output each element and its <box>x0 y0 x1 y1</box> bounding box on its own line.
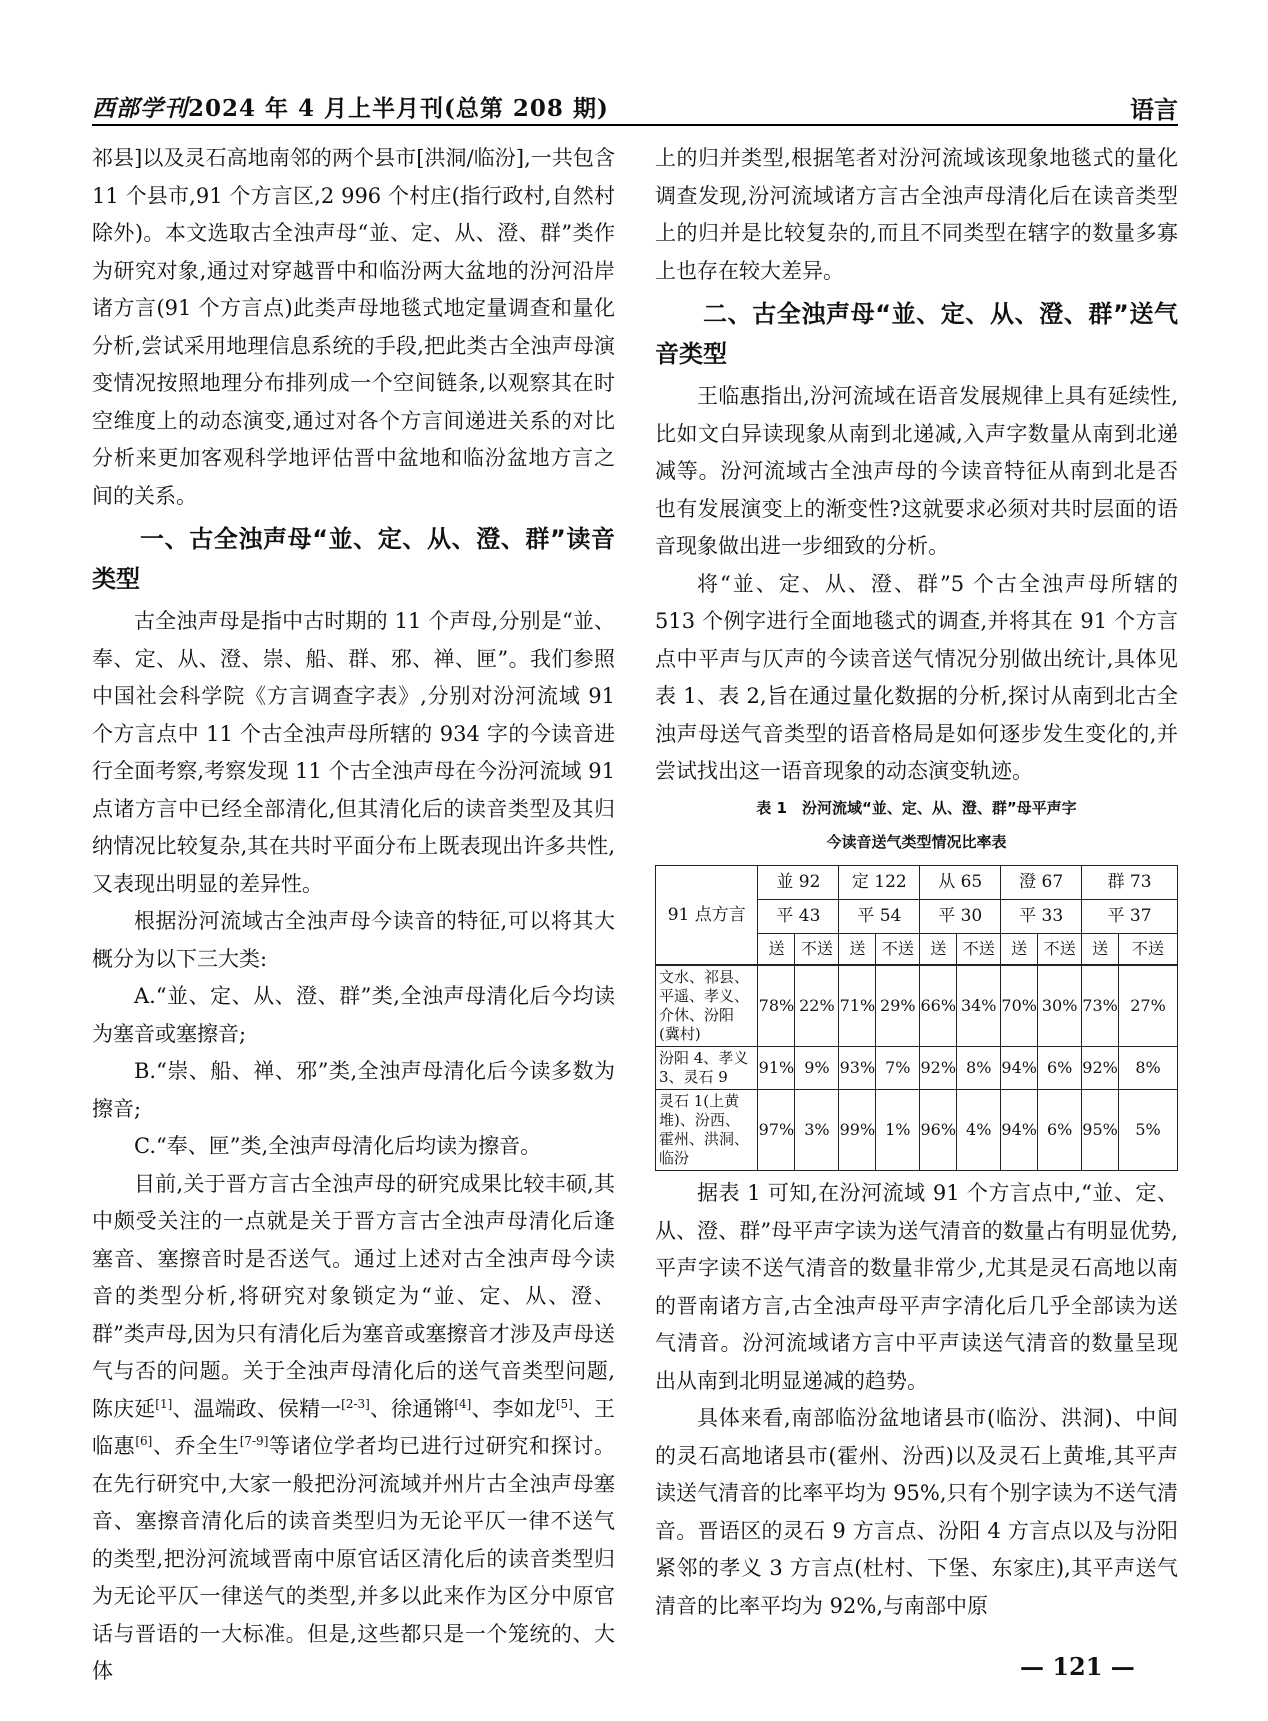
table-header-cell: 平 54 <box>839 899 920 933</box>
page-header <box>92 88 1178 128</box>
table-header-cell: 送 <box>1082 933 1119 965</box>
table-cell: 71% <box>839 965 876 1047</box>
table-cell: 30% <box>1038 965 1082 1047</box>
right-paragraph-2: 王临惠指出,汾河流域在语音发展规律上具有延续性,比如文白异读现象从南到北递减,入声字数量从南到北递减等。汾河流域古全浊声母的今读音特征从南到北是否也有发展演变上的渐变性?这就要求必须对共时层面的语音现象做出进一步细致的分析。 <box>655 384 1178 558</box>
table-cell: 7% <box>876 1047 920 1090</box>
text-run: 、乔全生 <box>152 1434 240 1458</box>
table-cell: 91% <box>758 1047 795 1090</box>
table-header-cell: 不送 <box>1038 933 1082 965</box>
table-header-cell: 不送 <box>795 933 839 965</box>
table-cell: 6% <box>1038 1090 1082 1171</box>
table-cell: 8% <box>957 1047 1001 1090</box>
table-row <box>656 1047 1178 1090</box>
table-cell: 73% <box>1082 965 1119 1047</box>
table-cell: 94% <box>1001 1047 1038 1090</box>
table-cell: 96% <box>920 1090 957 1171</box>
table-caption-line-2: 今读音送气类型情况比率表 <box>826 832 1007 851</box>
text-run: 、李如龙 <box>471 1396 556 1421</box>
left-paragraph-7 <box>92 1166 615 1691</box>
table-cell: 6% <box>1038 1047 1082 1090</box>
table-cell: 9% <box>795 1047 839 1090</box>
right-paragraph-3: 将“並、定、从、澄、群”5 个古全浊声母所辖的 513 个例字进行全面地毯式的调查,并将其在 91 个方言点中平声与仄声的今读音送气情况分别做出统计,具体见表 1、表 2,旨在通过量化数据的分析,探讨从南到北古全浊声母送气音类型的语音格局是如何逐步发生变化的,并尝试找出这一语音现象的动态演变轨迹。 <box>655 571 1178 783</box>
table-cell: 4% <box>957 1090 1001 1171</box>
journal-title <box>92 90 609 123</box>
table-cell: 1% <box>876 1090 920 1171</box>
citation: [2-3] <box>341 1396 370 1411</box>
table-row-label: 文水、祁县、平遥、孝义、介休、汾阳(冀村) <box>656 965 758 1047</box>
left-column <box>92 140 615 1691</box>
table-header-cell: 送 <box>920 933 957 965</box>
page-number: — 121 — <box>1020 1652 1135 1681</box>
table-row <box>656 1090 1178 1171</box>
category-a: A.“並、定、从、澄、群”类,全浊声母清化后今均读为塞音或塞擦音; <box>92 984 615 1046</box>
table-header-cell: 送 <box>1001 933 1038 965</box>
table-cell: 78% <box>758 965 795 1047</box>
table-cell: 97% <box>758 1090 795 1171</box>
table-header-cell: 不送 <box>957 933 1001 965</box>
table-cell: 92% <box>920 1047 957 1090</box>
table-caption <box>655 791 1178 859</box>
table-cell: 5% <box>1119 1090 1178 1171</box>
section-heading-2: 二、古全浊声母“並、定、从、澄、群”送气音类型 <box>655 300 1178 368</box>
text-run: 、温端政、侯精一 <box>172 1396 342 1421</box>
table-cell: 22% <box>795 965 839 1047</box>
table-header-cell: 从 65 <box>920 865 1001 899</box>
section-heading-1: 一、古全浊声母“並、定、从、澄、群”读音类型 <box>92 525 615 593</box>
table-cell: 27% <box>1119 965 1178 1047</box>
table-cell: 3% <box>795 1090 839 1171</box>
text-run: 目前,关于晋方言古全浊声母的研究成果比较丰硕,其中颇受关注的一点就是关于晋方言古全浊声母清化后逢塞音、塞擦音时是否送气。通过上述对古全浊声母今读音的类型分析,将研究对象锁定为“並、定、从、澄、群”类声母,因为只有清化后为塞音或塞擦音才涉及声母送气与否的问题。关于全浊声母清化后的送气音类型问题,陈庆延 <box>92 1171 615 1421</box>
citation: [1] <box>155 1396 173 1411</box>
table-cell: 92% <box>1082 1047 1119 1090</box>
table-cell: 95% <box>1082 1090 1119 1171</box>
journal-issue: 2024 年 4 月上半月刊(总第 208 期) <box>188 95 609 122</box>
table-cell: 66% <box>920 965 957 1047</box>
category-c: C.“奉、匣”类,全浊声母清化后均读为擦音。 <box>134 1134 542 1158</box>
right-paragraph-5: 具体来看,南部临汾盆地诸县市(临汾、洪洞)、中间的灵石高地诸县市(霍州、汾西)以及灵石上黄堆,其平声读送气清音的比率平均为 95%,只有个别字读为不送气清音。晋语区的灵石 9 方言点、汾阳 4 方言点以及与汾阳紧邻的孝义 3 方言点(杜村、下堡、东家庄),其平声送气清音的比率平均为 92%,与南部中原 <box>655 1406 1178 1618</box>
table-cell: 34% <box>957 965 1001 1047</box>
text-run: 、徐通锵 <box>369 1396 455 1421</box>
header-rule <box>92 124 1178 126</box>
left-paragraph-2: 古全浊声母是指中古时期的 11 个声母,分别是“並、奉、定、从、澄、崇、船、群、邪、禅、匣”。我们参照中国社会科学院《方言调查字表》,分别对汾河流域 91 个方言点中 11 个古全浊声母所辖的 934 字的今读音进行全面考察,考察发现 11 个古全浊声母在今汾河流域 91 点诸方言中已经全部清化,但其清化后的读音类型及其归纳情况比较复杂,其在共时平面分布上既表现出许多共性,又表现出明显的差异性。 <box>92 609 615 896</box>
citation: [6] <box>135 1434 153 1448</box>
table-header-cell: 不送 <box>876 933 920 965</box>
table-cell: 99% <box>839 1090 876 1171</box>
table-cell: 8% <box>1119 1047 1178 1090</box>
table-header-cell: 澄 67 <box>1001 865 1082 899</box>
table-row-label: 灵石 1(上黄堆)、汾西、霍州、洪洞、临汾 <box>656 1090 758 1171</box>
table-header-cell: 定 122 <box>839 865 920 899</box>
right-paragraph-4: 据表 1 可知,在汾河流域 91 个方言点中,“並、定、从、澄、群”母平声字读为送气清音的数量占有明显优势,平声字读不送气清音的数量非常少,尤其是灵石高地以南的晋南诸方言,古全浊声母平声字清化后几乎全部读为送气清音。汾河流域诸方言中平声读送气清音的数量呈现出从南到北明显递减的趋势。 <box>655 1181 1178 1393</box>
table-row <box>656 965 1178 1047</box>
category-b: B.“崇、船、禅、邪”类,全浊声母清化后今读多数为擦音; <box>92 1059 615 1121</box>
table-header-cell: 平 30 <box>920 899 1001 933</box>
section-label: 语言 <box>1130 95 1178 124</box>
table-cell: 94% <box>1001 1090 1038 1171</box>
citation: [5] <box>555 1396 573 1411</box>
table-cell: 29% <box>876 965 920 1047</box>
table-cell: 93% <box>839 1047 876 1090</box>
table-header-row <box>656 865 1178 899</box>
right-column <box>655 140 1178 1625</box>
table-caption-line-1: 表 1 汾河流域“並、定、从、澄、群”母平声字 <box>756 798 1077 817</box>
table-header-cell: 送 <box>839 933 876 965</box>
data-table <box>655 865 1178 1172</box>
citation: [4] <box>454 1396 472 1411</box>
table-header-cell: 並 92 <box>758 865 839 899</box>
right-paragraph-1: 上的归并类型,根据笔者对汾河流域该现象地毯式的量化调查发现,汾河流域诸方言古全浊声母清化后在读音类型上的归并是比较复杂的,而且不同类型在辖字的数量多寡上也存在较大差异。 <box>655 146 1178 283</box>
citation: [7-9] <box>239 1434 269 1448</box>
table-header-cell: 平 33 <box>1001 899 1082 933</box>
left-paragraph-1: 祁县]以及灵石高地南邻的两个县市[洪洞/临汾],一共包含 11 个县市,91 个方言区,2 996 个村庄(指行政村,自然村除外)。本文选取古全浊声母“並、定、从、澄、群”类作为研究对象,通过对穿越晋中和临汾两大盆地的汾河沿岸诸方言(91 个方言点)此类声母地毯式地定量调查和量化分析,尝试采用地理信息系统的手段,把此类古全浊声母演变情况按照地理分布排列成一个空间链条,以观察其在时空维度上的动态演变,通过对各个方言间递进关系的对比分析来更加客观科学地评估晋中盆地和临汾盆地方言之间的关系。 <box>92 146 615 508</box>
left-paragraph-3: 根据汾河流域古全浊声母今读音的特征,可以将其大概分为以下三大类: <box>92 909 615 971</box>
table-header-cell: 送 <box>758 933 795 965</box>
table-row-label: 汾阳 4、孝义 3、灵石 9 <box>656 1047 758 1090</box>
table-header-cell: 平 43 <box>758 899 839 933</box>
table-header-cell: 平 37 <box>1082 899 1178 933</box>
text-run: 、王临惠 <box>92 1396 616 1458</box>
table-corner-cell: 91 点方言 <box>656 865 758 965</box>
table-header-cell: 不送 <box>1119 933 1178 965</box>
table-header-cell: 群 73 <box>1082 865 1178 899</box>
text-run: 等诸位学者均已进行过研究和探讨。在先行研究中,大家一般把汾河流域并州片古全浊声母塞音、塞擦音清化后的读音类型归为无论平仄一律不送气的类型,把汾河流域晋南中原官话区清化后的读音类型归为无论平仄一律送气的类型,并多以此来作为区分中原官话与晋语的一大标准。但是,这些都只是一个笼统的、大体 <box>92 1434 616 1683</box>
table-cell: 70% <box>1001 965 1038 1047</box>
journal-logo: 西部学刊 <box>92 95 188 122</box>
